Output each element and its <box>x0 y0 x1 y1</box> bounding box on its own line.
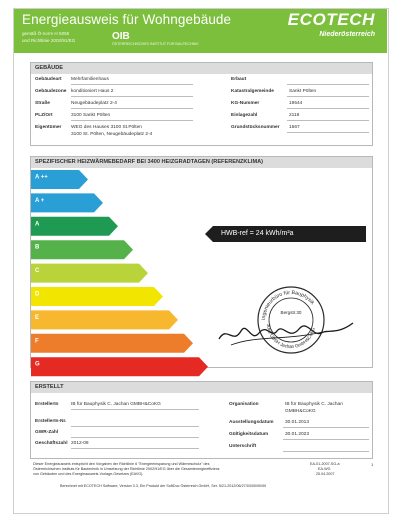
energy-class-label: E <box>35 314 40 321</box>
field-value: konditioniert Haus 2 <box>71 89 114 94</box>
field-underline <box>71 409 199 410</box>
field-value: Mehrfamilienhaus <box>71 77 109 82</box>
field-value: Neugebäudeplatz 2-4 <box>71 101 117 106</box>
field-label: Gebäudeart <box>35 77 62 82</box>
issued-section-title: ERSTELLT <box>31 382 372 393</box>
norm-reference: gemäß Ö-norm H 5055 <box>22 31 70 36</box>
field-label: Unterschrift <box>229 444 257 449</box>
oib-logo: OIB <box>112 31 130 42</box>
field-value: Sankt Pölten <box>289 89 317 94</box>
field-underline <box>283 451 369 452</box>
energy-class-band <box>31 240 133 259</box>
field-label: PLZ/Ort <box>35 113 53 118</box>
hwb-indicator: HWB-ref = 24 kWh/m²a <box>213 226 366 242</box>
field-value: 2012-08 <box>71 441 89 446</box>
energy-class-arrow <box>31 240 133 259</box>
energy-class-band <box>31 170 88 189</box>
energy-class-band <box>31 287 163 306</box>
field-label: Straße <box>35 101 50 106</box>
issued-row <box>229 420 371 430</box>
energy-class-arrow <box>31 217 118 236</box>
field-label: KG-Nummer <box>231 101 260 106</box>
ecotech-region: Niederösterreich <box>319 31 375 38</box>
field-value: 1567 <box>289 125 300 130</box>
field-value: 19544 <box>289 101 303 106</box>
field-value: IB für Bauphysik C. Jachan <box>285 402 343 407</box>
field-value: IB für Bauphysik C. Jachan GMBH&CoKG <box>71 402 161 407</box>
legal-notice-line: von Gebäuden und des Energieausweis-Vorlage-Gesetzes (EAVG). <box>33 472 144 476</box>
field-value: 30.01.2023 <box>285 432 310 437</box>
field-value: 3100 Sankt Pölten <box>71 113 111 118</box>
issued-row <box>35 441 205 451</box>
field-label: Gebäudezone <box>35 89 67 94</box>
energy-class-label: F <box>35 338 39 345</box>
stamp-text-mid: Bergstr.30 <box>280 310 302 315</box>
field-underline <box>283 439 369 440</box>
energy-class-arrow <box>31 334 193 353</box>
legal-notice-line: Österreichischen Instituts für Bautechnik in Umsetzung der Richtlinie 2002/91/EG über die Gesamtenergieeffizienz <box>33 467 220 471</box>
directive-reference: und Richtlinie 2002/91/EG <box>22 38 76 43</box>
energy-class-band <box>31 357 208 376</box>
energy-class-label: C <box>35 268 40 275</box>
page-number: 1 <box>371 462 374 467</box>
energy-class-label: G <box>35 361 40 368</box>
energy-class-band <box>31 334 193 353</box>
energy-class-label: A + <box>35 197 45 204</box>
energy-class-band <box>31 193 103 212</box>
energy-class-arrow <box>31 357 208 376</box>
field-label: Einlagezahl <box>231 113 258 118</box>
field-label: Katastralgemeinde <box>231 89 274 94</box>
oib-subtitle: ÖSTERREICHISCHES INSTITUT FÜR BAUTECHNIK <box>112 42 199 46</box>
issued-row <box>229 444 371 454</box>
stamp-text-top: Ingenieurbüro für Bauphysik <box>260 289 316 321</box>
field-label: Ausstellungsdatum <box>229 420 274 425</box>
form-date: 25.04.2007 <box>316 472 335 476</box>
energy-class-arrow <box>31 310 178 329</box>
energy-class-arrow <box>31 287 163 306</box>
field-label: ErstellerIn-Nr. <box>35 419 67 424</box>
energy-class-label: A ++ <box>35 174 48 181</box>
document-title: Energieausweis für Wohngebäude <box>22 12 232 27</box>
issued-row <box>229 432 371 442</box>
issued-section <box>30 381 373 459</box>
field-underline <box>71 426 199 427</box>
issued-row <box>35 430 205 440</box>
legal-notice-line: Dieser Energieausweis entspricht den Vorgaben der Richtlinie 6 "Energieeinsparung und Wärmeschutz" des <box>33 462 210 466</box>
field-label: Geschäftszahl <box>35 441 68 446</box>
issued-row <box>229 402 371 418</box>
hwb-indicator-arrow <box>205 226 213 242</box>
energy-class-band <box>31 264 148 283</box>
form-code: EA-01-2007-SG-a <box>310 462 340 466</box>
energy-class-label: A <box>35 221 40 228</box>
stamp-text-bottom: 3062 GBSH Jachan GmbH&CoKG <box>265 323 316 350</box>
field-underline <box>71 437 199 438</box>
field-label: Eigentümer <box>35 125 62 130</box>
field-label: Organisation <box>229 402 259 407</box>
field-value-2: GMBH&CoKG <box>285 409 316 414</box>
field-underline <box>71 448 199 449</box>
field-label: ErstellerIn <box>35 402 59 407</box>
software-credit: Berechnet mit ECOTECH Software, Version 3.3, Ein Produkt der SoftDoc Österreich GmbH, Ser. 5/21-2012/06/27/03/00/00/00 <box>60 484 267 488</box>
building-section-title: GEBÄUDE <box>31 63 372 74</box>
energy-class-label: D <box>35 291 40 298</box>
signature <box>217 305 355 353</box>
form-type: EA-WG <box>318 467 331 471</box>
issued-row <box>35 402 205 412</box>
field-label: GWR-Zahl <box>35 430 59 435</box>
issued-row <box>35 419 205 429</box>
energy-class-arrow <box>31 264 148 283</box>
field-value: 2118 <box>289 113 300 118</box>
energy-class-band <box>31 217 118 236</box>
legal-notice <box>33 462 293 477</box>
energy-scale-title: SPEZIFISCHER HEIZWÄRMEBEDARF BEI 3400 HEIZGRADTAGEN (REFERENZKLIMA) <box>31 157 372 168</box>
field-underline <box>283 427 369 428</box>
energy-class-band <box>31 310 178 329</box>
field-value-2: 3100 St. Pölten, Neugebäudeplatz 2-4 <box>71 132 153 137</box>
field-label: Erbaut <box>231 77 247 82</box>
ecotech-logo: ECOTECH <box>287 10 375 29</box>
field-label: Gültigkeitsdatum <box>229 432 269 437</box>
field-value: WEG des Hauses 3100 St.Pölten <box>71 125 142 130</box>
field-label: Grundstücksnummer <box>231 125 280 130</box>
field-value: 30.01.2013 <box>285 420 310 425</box>
energy-class-label: B <box>35 244 40 251</box>
